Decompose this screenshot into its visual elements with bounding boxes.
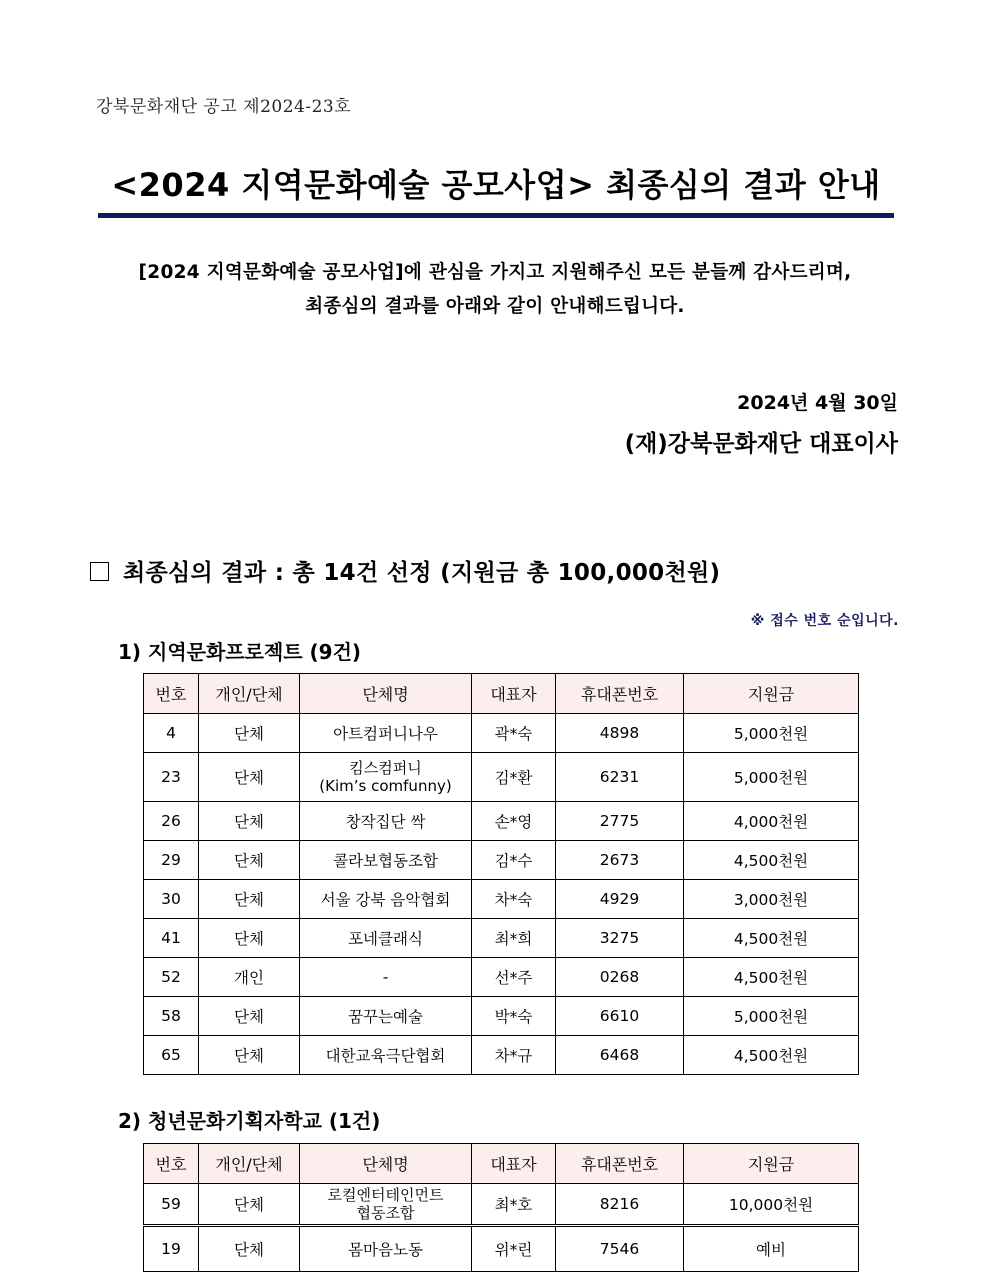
cell-phone: 2673 [556, 841, 684, 880]
cell-phone: 3275 [556, 919, 684, 958]
cell-amount: 3,000천원 [684, 880, 859, 919]
cell-rep: 김*수 [472, 841, 556, 880]
col-header-phone: 휴대폰번호 [556, 674, 684, 714]
cell-amount: 4,500천원 [684, 1036, 859, 1075]
group2-heading: 2) 청년문화기획자학교 (1건) [118, 1109, 381, 1133]
cell-no: 26 [144, 802, 199, 841]
cell-no: 29 [144, 841, 199, 880]
cell-type: 단체 [199, 1036, 300, 1075]
cell-rep: 김*환 [472, 753, 556, 802]
cell-rep: 손*영 [472, 802, 556, 841]
table-row [144, 802, 859, 841]
col-header-amount: 지원금 [684, 1144, 859, 1184]
cell-name: 포네클래식 [300, 919, 472, 958]
table-row [144, 919, 859, 958]
cell-type: 단체 [199, 919, 300, 958]
table-row [144, 1036, 859, 1075]
group1-table [143, 673, 859, 1075]
cell-type: 개인 [199, 958, 300, 997]
cell-name-line1: 킴스컴퍼니 [349, 759, 422, 777]
group1-heading: 1) 지역문화프로젝트 (9건) [118, 640, 362, 664]
cell-no: 65 [144, 1036, 199, 1075]
cell-amount: 4,000천원 [684, 802, 859, 841]
col-header-type: 개인/단체 [199, 1144, 300, 1184]
cell-phone: 4929 [556, 880, 684, 919]
cell-name: 몸마음노동 [300, 1226, 472, 1272]
cell-name: 꿈꾸는예술 [300, 997, 472, 1036]
cell-name: 창작집단 싹 [300, 802, 472, 841]
intro-line-2: 최종심의 결과를 아래와 같이 안내해드립니다. [305, 296, 685, 317]
cell-amount: 5,000천원 [684, 753, 859, 802]
cell-type: 단체 [199, 880, 300, 919]
col-header-name: 단체명 [300, 674, 472, 714]
cell-rep: 최*희 [472, 919, 556, 958]
title-underline [98, 213, 894, 218]
order-note: ※ 접수 번호 순입니다. [750, 613, 899, 629]
cell-name [300, 753, 472, 802]
cell-no: 23 [144, 753, 199, 802]
cell-rep: 차*숙 [472, 880, 556, 919]
cell-amount: 예비 [684, 1226, 859, 1272]
cell-type: 단체 [199, 997, 300, 1036]
cell-name-line2: (Kim’s comfunny) [319, 777, 452, 795]
cell-no: 4 [144, 714, 199, 753]
table-header-row [144, 1144, 859, 1184]
cell-phone: 0268 [556, 958, 684, 997]
table-row [144, 753, 859, 802]
issuer-signature: (재)강북문화재단 대표이사 [624, 431, 898, 457]
cell-type: 단체 [199, 753, 300, 802]
cell-name: - [300, 958, 472, 997]
square-bullet-icon [90, 562, 109, 581]
announcement-date: 2024년 4월 30일 [737, 392, 898, 414]
cell-phone: 6610 [556, 997, 684, 1036]
intro-line-1: [2024 지역문화예술 공모사업]에 관심을 가지고 지원해주신 모든 분들께 감사드리며, [138, 262, 852, 283]
col-header-rep: 대표자 [472, 1144, 556, 1184]
cell-amount: 4,500천원 [684, 919, 859, 958]
cell-amount: 4,500천원 [684, 841, 859, 880]
cell-name-line1: 로컬엔터테인먼트 [327, 1186, 444, 1204]
cell-rep: 박*숙 [472, 997, 556, 1036]
cell-no: 52 [144, 958, 199, 997]
cell-name: 아트컴퍼니나우 [300, 714, 472, 753]
group2-table [143, 1143, 859, 1272]
cell-type: 단체 [199, 1184, 300, 1226]
cell-amount: 5,000천원 [684, 714, 859, 753]
cell-amount: 5,000천원 [684, 997, 859, 1036]
table-row [144, 997, 859, 1036]
table-row [144, 841, 859, 880]
cell-name-line2: 협동조합 [356, 1204, 415, 1222]
table-row [144, 714, 859, 753]
cell-name: 대한교육극단협회 [300, 1036, 472, 1075]
col-header-name: 단체명 [300, 1144, 472, 1184]
cell-amount: 10,000천원 [684, 1184, 859, 1226]
cell-rep: 선*주 [472, 958, 556, 997]
col-header-no: 번호 [144, 1144, 199, 1184]
cell-rep: 위*린 [472, 1226, 556, 1272]
col-header-type: 개인/단체 [199, 674, 300, 714]
cell-name [300, 1184, 472, 1226]
col-header-no: 번호 [144, 674, 199, 714]
cell-type: 단체 [199, 841, 300, 880]
cell-no: 58 [144, 997, 199, 1036]
table-row [144, 958, 859, 997]
cell-no: 59 [144, 1184, 199, 1226]
cell-phone: 4898 [556, 714, 684, 753]
cell-phone: 7546 [556, 1226, 684, 1272]
result-section-heading [90, 554, 720, 587]
cell-name: 서울 강북 음악협회 [300, 880, 472, 919]
table-row [144, 880, 859, 919]
page-title: <2024 지역문화예술 공모사업> 최종심의 결과 안내 [111, 166, 881, 204]
cell-no: 30 [144, 880, 199, 919]
cell-name: 콜라보협동조합 [300, 841, 472, 880]
cell-rep: 차*규 [472, 1036, 556, 1075]
cell-phone: 8216 [556, 1184, 684, 1226]
table-row [144, 1226, 859, 1272]
cell-type: 단체 [199, 1226, 300, 1272]
cell-no: 19 [144, 1226, 199, 1272]
col-header-amount: 지원금 [684, 674, 859, 714]
col-header-phone: 휴대폰번호 [556, 1144, 684, 1184]
cell-type: 단체 [199, 802, 300, 841]
cell-rep: 최*호 [472, 1184, 556, 1226]
cell-phone: 2775 [556, 802, 684, 841]
cell-type: 단체 [199, 714, 300, 753]
cell-phone: 6231 [556, 753, 684, 802]
table-header-row [144, 674, 859, 714]
result-section-text: 최종심의 결과 : 총 14건 선정 (지원금 총 100,000천원) [123, 560, 721, 586]
col-header-rep: 대표자 [472, 674, 556, 714]
cell-no: 41 [144, 919, 199, 958]
cell-amount: 4,500천원 [684, 958, 859, 997]
cell-rep: 곽*숙 [472, 714, 556, 753]
cell-phone: 6468 [556, 1036, 684, 1075]
table-row [144, 1184, 859, 1226]
notice-number: 강북문화재단 공고 제2024-23호 [96, 97, 352, 117]
